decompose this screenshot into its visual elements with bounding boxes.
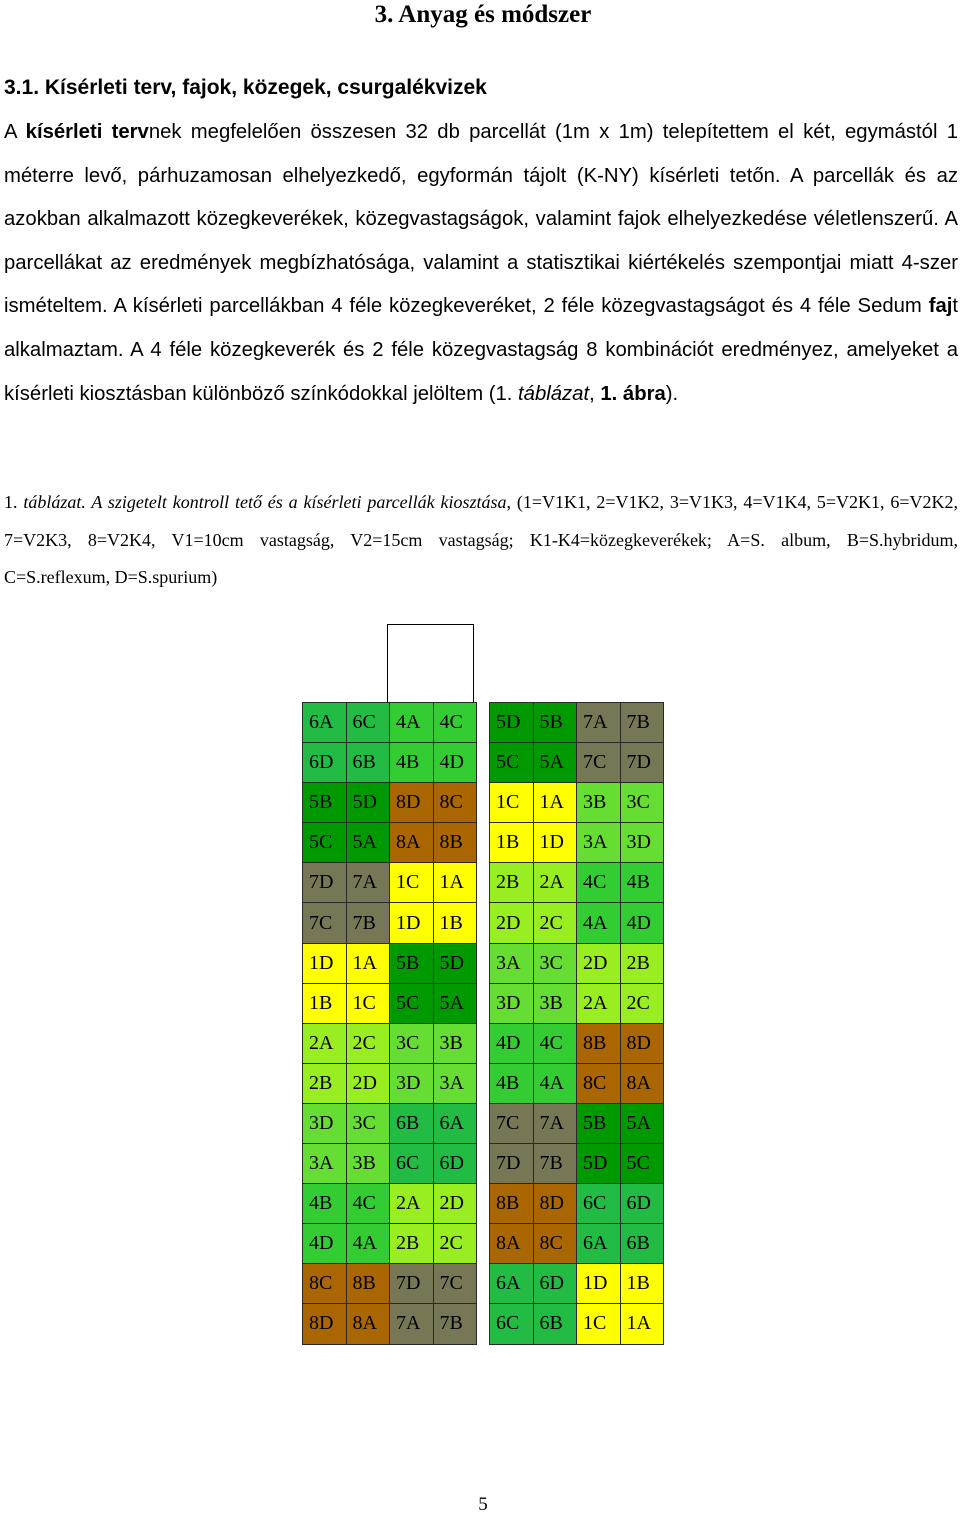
plot-cell: 6C (577, 1184, 621, 1224)
plot-cell: 4D (490, 1023, 534, 1063)
plot-cell: 5B (390, 943, 434, 983)
chapter-title: 3. Anyag és módszer (374, 1, 592, 28)
plot-cell: 3D (390, 1063, 434, 1103)
plot-row (303, 1063, 477, 1103)
plot-cell: 6A (303, 703, 347, 743)
plot-cell: 8D (620, 1023, 664, 1063)
plot-cell: 2C (433, 1224, 477, 1264)
plot-cell: 6B (620, 1224, 664, 1264)
plot-cell: 5C (490, 743, 534, 783)
plot-cell: 8A (390, 823, 434, 863)
plot-cell: 6B (346, 743, 390, 783)
plot-row (490, 1304, 664, 1344)
body-paragraph (4, 111, 958, 416)
plot-row (490, 823, 664, 863)
plot-cell: 1A (433, 863, 477, 903)
text-run: , (589, 382, 601, 405)
plot-cell: 1C (490, 783, 534, 823)
plot-row (303, 1184, 477, 1224)
plot-row (303, 743, 477, 783)
plot-cell: 8A (490, 1224, 534, 1264)
plot-cell: 5A (346, 823, 390, 863)
plot-cell: 3D (490, 983, 534, 1023)
plot-row (303, 1103, 477, 1143)
plot-cell: 4D (433, 743, 477, 783)
plot-cell: 2B (303, 1063, 347, 1103)
text-run: A (4, 121, 26, 143)
plot-cell: 7B (346, 903, 390, 943)
plot-cell: 4B (620, 863, 664, 903)
plot-cell: 5D (577, 1144, 621, 1184)
plot-cell: 4B (390, 743, 434, 783)
plot-row (490, 1224, 664, 1264)
plot-cell: 8D (303, 1304, 347, 1344)
plot-row (490, 1184, 664, 1224)
plot-cell: 2C (346, 1023, 390, 1063)
plot-cell: 3B (433, 1023, 477, 1063)
caption-legend: , (1=V1K1, 2=V1K2, 3=V1K3, 4=V1K4, 5=V2K1, 6=V2K2, 7=V2K3, 8=V2K4, V1=10cm vastagság, V2=15cm vastagság; K1-K4=közegkeverékek; A=S. album, B=S.hybridum, C=S.reflexum, D=S.spurium) (4, 492, 959, 587)
plot-cell: 7A (533, 1103, 577, 1143)
plot-cell: 5D (433, 943, 477, 983)
plot-cell: 6B (390, 1103, 434, 1143)
plot-cell: 4C (346, 1184, 390, 1224)
plot-cell: 5B (533, 703, 577, 743)
plot-cell: 6D (620, 1184, 664, 1224)
plot-cell: 3C (620, 783, 664, 823)
plot-cell: 8C (577, 1063, 621, 1103)
table-reference: táblázat (518, 382, 590, 405)
plot-cell: 1C (577, 1304, 621, 1344)
plot-cell: 3C (346, 1103, 390, 1143)
plot-cell: 2A (390, 1184, 434, 1224)
plot-row (303, 1224, 477, 1264)
plot-cell: 1D (303, 943, 347, 983)
plot-cell: 1A (620, 1304, 664, 1344)
plot-row (490, 1144, 664, 1184)
plot-cell: 1B (620, 1264, 664, 1304)
plot-cell: 2B (490, 863, 534, 903)
plot-row (490, 1063, 664, 1103)
plot-row (303, 1264, 477, 1304)
plot-cell: 2D (346, 1063, 390, 1103)
plot-cell: 1A (346, 943, 390, 983)
plot-row (490, 1103, 664, 1143)
plot-cell: 3C (533, 943, 577, 983)
plot-cell: 8D (533, 1184, 577, 1224)
plot-cell: 5A (433, 983, 477, 1023)
plot-row (303, 1144, 477, 1184)
plot-row (303, 863, 477, 903)
plot-cell: 3B (346, 1144, 390, 1184)
plot-row (303, 1023, 477, 1063)
plot-cell: 7D (490, 1144, 534, 1184)
plot-cell: 2A (533, 863, 577, 903)
plot-cell: 6A (433, 1103, 477, 1143)
plot-cell: 2B (390, 1224, 434, 1264)
plot-row (303, 943, 477, 983)
plot-cell: 8A (346, 1304, 390, 1344)
plot-cell: 8B (577, 1023, 621, 1063)
plot-cell: 7A (390, 1304, 434, 1344)
plot-row (490, 983, 664, 1023)
plot-row (490, 743, 664, 783)
plot-cell: 7A (577, 703, 621, 743)
plot-cell: 8B (346, 1264, 390, 1304)
plot-cell: 1C (390, 863, 434, 903)
control-roof-box (387, 624, 474, 704)
plot-cell: 6C (346, 703, 390, 743)
caption-label: 1. (4, 492, 24, 512)
plot-cell: 5B (303, 783, 347, 823)
plot-row (303, 823, 477, 863)
plot-cell: 6C (390, 1144, 434, 1184)
plot-cell: 4C (533, 1023, 577, 1063)
plot-cell: 7C (490, 1103, 534, 1143)
plot-cell: 4C (577, 863, 621, 903)
bold-term: faj (928, 295, 953, 318)
plot-row (490, 1264, 664, 1304)
plot-cell: 7B (533, 1144, 577, 1184)
plot-cell: 8C (433, 783, 477, 823)
plot-cell: 1B (303, 983, 347, 1023)
plot-cell: 4D (303, 1224, 347, 1264)
plot-cell: 5D (346, 783, 390, 823)
plot-cell: 1D (577, 1264, 621, 1304)
plot-row (303, 783, 477, 823)
plot-cell: 1C (346, 983, 390, 1023)
table-caption (4, 484, 958, 597)
page-number: 5 (478, 1494, 488, 1515)
plot-cell: 7D (303, 863, 347, 903)
plot-row (490, 1023, 664, 1063)
plot-cell: 8C (303, 1264, 347, 1304)
plot-cell: 2C (533, 903, 577, 943)
plot-cell: 6D (433, 1144, 477, 1184)
plot-grid-left (302, 702, 477, 1345)
plot-cell: 4A (346, 1224, 390, 1264)
section-title: 3.1. Kísérleti terv, fajok, közegek, csurgalékvizek (4, 76, 487, 99)
plot-cell: 6C (490, 1304, 534, 1344)
plot-cell: 7A (346, 863, 390, 903)
text-run: ). (665, 382, 679, 405)
plot-cell: 7D (390, 1264, 434, 1304)
plot-cell: 5B (577, 1103, 621, 1143)
plot-grid-right (489, 702, 664, 1345)
plot-cell: 5C (620, 1144, 664, 1184)
plot-row (303, 903, 477, 943)
plot-cell: 7B (433, 1304, 477, 1344)
plot-cell: 3A (577, 823, 621, 863)
plot-cell: 8A (620, 1063, 664, 1103)
plot-cell: 5C (303, 823, 347, 863)
plot-cell: 3B (533, 983, 577, 1023)
plot-cell: 4C (433, 703, 477, 743)
plot-cell: 4A (390, 703, 434, 743)
plot-cell: 1D (533, 823, 577, 863)
plot-cell: 5D (490, 703, 534, 743)
plot-cell: 3A (433, 1063, 477, 1103)
plot-row (303, 983, 477, 1023)
plot-cell: 7C (303, 903, 347, 943)
plot-cell: 1B (490, 823, 534, 863)
plot-cell: 2C (620, 983, 664, 1023)
figure-reference: 1. ábra (600, 382, 666, 405)
plot-cell: 7C (433, 1264, 477, 1304)
plot-cell: 8C (533, 1224, 577, 1264)
plot-cell: 5C (390, 983, 434, 1023)
plot-cell: 3D (620, 823, 664, 863)
plot-cell: 7C (577, 743, 621, 783)
plot-row (303, 1304, 477, 1344)
plot-cell: 2B (620, 943, 664, 983)
plot-row (303, 703, 477, 743)
plot-cell: 2A (303, 1023, 347, 1063)
caption-title: A szigetelt kontroll tető és a kísérleti parcellák kiosztása (85, 492, 507, 512)
plot-cell: 3A (490, 943, 534, 983)
plot-cell: 8B (433, 823, 477, 863)
plot-cell: 5A (620, 1103, 664, 1143)
plot-cell: 4A (577, 903, 621, 943)
plot-cell: 3C (390, 1023, 434, 1063)
plot-cell: 2D (433, 1184, 477, 1224)
plot-row (490, 863, 664, 903)
bold-term: kísérleti terv (25, 121, 149, 143)
text-run: t alkalmaztam. A 4 féle közegkeverék és 2 féle közegvastagság 8 kombinációt eredményez, amelyeket a kísérleti kiosztásban különböző színkódokkal jelöltem (1. (4, 295, 958, 405)
plot-cell: 6B (533, 1304, 577, 1344)
caption-label-italic: táblázat. (23, 492, 86, 512)
plot-cell: 8B (490, 1184, 534, 1224)
plot-row (490, 703, 664, 743)
plot-cell: 3A (303, 1144, 347, 1184)
plot-cell: 4D (620, 903, 664, 943)
plot-cell: 5A (533, 743, 577, 783)
plot-cell: 2D (490, 903, 534, 943)
plot-row (490, 943, 664, 983)
plot-cell: 4B (490, 1063, 534, 1103)
plot-row (490, 903, 664, 943)
plot-cell: 1A (533, 783, 577, 823)
plot-cell: 4B (303, 1184, 347, 1224)
plot-row (490, 783, 664, 823)
plot-cell: 7D (620, 743, 664, 783)
plot-cell: 6D (533, 1264, 577, 1304)
plot-cell: 6D (303, 743, 347, 783)
plot-cell: 1D (390, 903, 434, 943)
plot-cell: 3D (303, 1103, 347, 1143)
plot-cell: 2D (577, 943, 621, 983)
plot-cell: 6A (490, 1264, 534, 1304)
plot-cell: 6A (577, 1224, 621, 1264)
plot-cell: 8D (390, 783, 434, 823)
text-run: nek megfelelően összesen 32 db parcellát (1m x 1m) telepítettem el két, egymástól 1 méterre levő, párhuzamosan elhelyezkedő, egyformán tájolt (K-NY) kísérleti tetőn. A parcellák és az azokban alkalmazott közegkeverékek, közegvastagságok, valamint fajok elhelyezkedése véletlenszerű. A parcellákat az eredmények megbízhatósága, valamint a statisztikai kiértékelés szempontjai miatt 4-szer ismételtem. A kísérleti parcellákban 4 féle közegkeveréket, 2 féle közegvastagságot és 4 féle Sedum (4, 121, 958, 318)
plot-cell: 2A (577, 983, 621, 1023)
plot-cell: 4A (533, 1063, 577, 1103)
plot-cell: 3B (577, 783, 621, 823)
plot-cell: 1B (433, 903, 477, 943)
plot-cell: 7B (620, 703, 664, 743)
